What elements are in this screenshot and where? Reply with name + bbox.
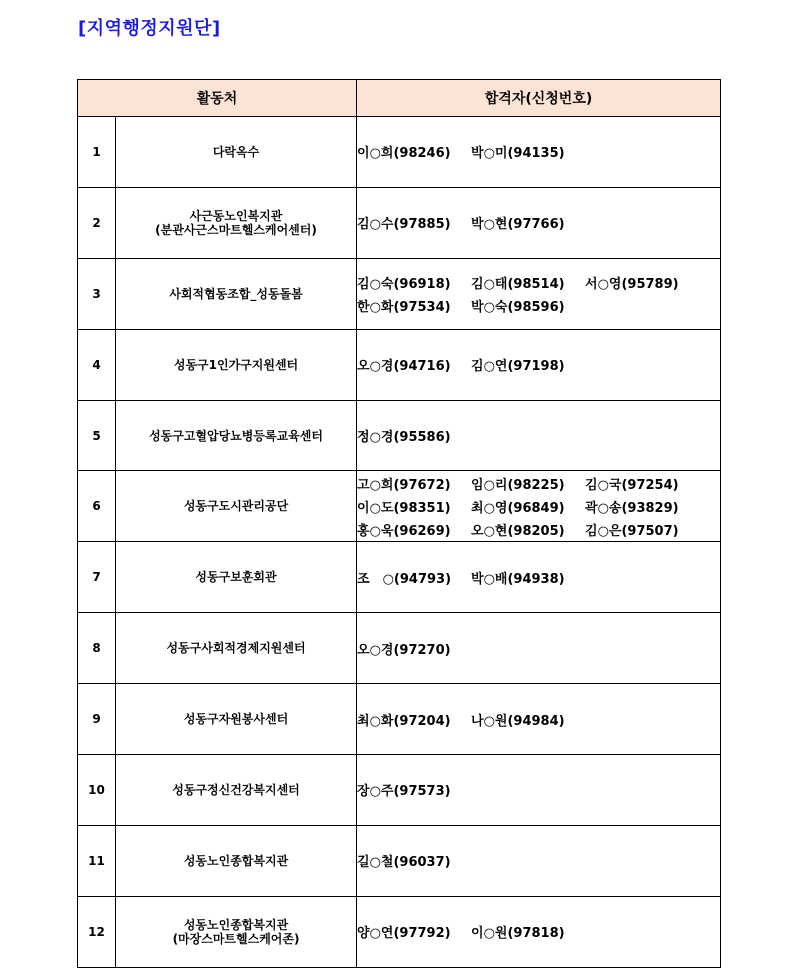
applicants-list bbox=[357, 851, 720, 870]
applicants-cell bbox=[357, 684, 721, 755]
row-number: 6 bbox=[78, 471, 116, 542]
applicant-entry: 오○현(98205) bbox=[471, 523, 565, 539]
applicants-cell bbox=[357, 542, 721, 613]
organization-cell bbox=[116, 896, 357, 967]
applicants-list bbox=[357, 213, 720, 232]
organization-name-line: 성동구자원봉사센터 bbox=[183, 712, 289, 727]
applicant-entry: 박○미(94135) bbox=[471, 146, 565, 162]
applicant-entry: 박○배(94938) bbox=[471, 571, 565, 587]
applicants-list bbox=[357, 355, 720, 374]
applicant-entry: 양○연(97792) bbox=[357, 926, 451, 942]
results-table bbox=[77, 79, 721, 968]
row-number: 3 bbox=[78, 258, 116, 329]
applicants-cell bbox=[357, 400, 721, 471]
organization-cell bbox=[116, 258, 357, 329]
organization-name-line: 다락옥수 bbox=[212, 144, 260, 159]
organization-name-line: (마장스마트헬스케어존) bbox=[172, 931, 300, 946]
organization-name-line: 성동구사회적경제지원센터 bbox=[166, 641, 306, 656]
table-row bbox=[78, 400, 721, 471]
organization-cell bbox=[116, 471, 357, 542]
table-row bbox=[78, 471, 721, 542]
applicant-entry: 이○도(98351) bbox=[357, 500, 451, 516]
applicant-entry: 김○태(98514) bbox=[471, 276, 565, 292]
applicants-list bbox=[357, 568, 720, 587]
applicants-cell bbox=[357, 825, 721, 896]
applicant-entry: 곽○송(93829) bbox=[585, 500, 679, 516]
organization-name-line: 성동구고혈압당뇨병등록교육센터 bbox=[149, 428, 323, 443]
applicant-entry: 오○경(94716) bbox=[357, 359, 451, 375]
applicant-entry: 정○경(95586) bbox=[357, 430, 451, 445]
organization-cell bbox=[116, 684, 357, 755]
applicants-cell bbox=[357, 613, 721, 684]
row-number: 8 bbox=[78, 613, 116, 684]
organization-name-line: 성동구1인가구지원센터 bbox=[173, 357, 299, 372]
applicants-list bbox=[357, 273, 720, 315]
applicant-entry: 장○주(97573) bbox=[357, 784, 451, 800]
row-number: 1 bbox=[78, 117, 116, 188]
organization-name-line: 성동구보훈회관 bbox=[195, 570, 277, 585]
table-header-row bbox=[78, 80, 721, 117]
header-people: 합격자(신청번호) bbox=[357, 80, 721, 117]
organization-name-line: 사회적협동조합_성동돌봄 bbox=[169, 286, 303, 301]
applicants-list bbox=[357, 780, 720, 799]
table-row bbox=[78, 896, 721, 967]
table-row bbox=[78, 542, 721, 613]
table-row bbox=[78, 258, 721, 329]
organization-name-line: 성동구정신건강복지센터 bbox=[172, 782, 300, 797]
organization-cell bbox=[116, 400, 357, 471]
applicants-list bbox=[357, 142, 720, 161]
row-number: 9 bbox=[78, 684, 116, 755]
organization-cell bbox=[116, 542, 357, 613]
row-number: 10 bbox=[78, 755, 116, 826]
table-row bbox=[78, 755, 721, 826]
organization-cell bbox=[116, 755, 357, 826]
organization-name-line: (분관사근스마트헬스케어센터) bbox=[155, 222, 317, 237]
applicants-cell bbox=[357, 117, 721, 188]
applicant-entry: 김○은(97507) bbox=[585, 523, 679, 539]
applicants-list bbox=[357, 710, 720, 729]
row-number: 7 bbox=[78, 542, 116, 613]
header-org: 활동처 bbox=[78, 80, 357, 117]
table-row bbox=[78, 117, 721, 188]
applicant-entry: 이○희(98246) bbox=[357, 146, 451, 162]
applicant-entry: 홍○욱(96269) bbox=[357, 523, 451, 539]
organization-name-line: 사근동노인복지관 bbox=[189, 208, 283, 223]
table-row bbox=[78, 329, 721, 400]
row-number: 2 bbox=[78, 187, 116, 258]
organization-cell bbox=[116, 329, 357, 400]
applicants-cell bbox=[357, 755, 721, 826]
applicants-list bbox=[357, 922, 720, 941]
table-row bbox=[78, 825, 721, 896]
organization-name-line: 성동노인종합복지관 bbox=[183, 853, 289, 868]
applicants-list bbox=[357, 639, 720, 658]
applicant-entry: 조 ○(94793) bbox=[357, 571, 452, 587]
table-row bbox=[78, 187, 721, 258]
row-number: 12 bbox=[78, 896, 116, 967]
table-row bbox=[78, 684, 721, 755]
applicants-cell bbox=[357, 896, 721, 967]
organization-cell bbox=[116, 187, 357, 258]
section-title: [지역행정지원단] bbox=[78, 18, 221, 39]
applicant-entry: 임○리(98225) bbox=[471, 477, 565, 493]
applicant-entry: 김○국(97254) bbox=[585, 477, 679, 493]
applicants-cell bbox=[357, 471, 721, 542]
applicant-entry: 최○영(96849) bbox=[471, 500, 565, 516]
applicant-entry: 박○현(97766) bbox=[471, 217, 565, 233]
row-number: 11 bbox=[78, 825, 116, 896]
organization-name-line: 성동구도시관리공단 bbox=[183, 499, 289, 514]
applicants-cell bbox=[357, 329, 721, 400]
applicants-list bbox=[357, 426, 720, 445]
organization-name-line: 성동노인종합복지관 bbox=[183, 917, 289, 932]
applicant-entry: 나○원(94984) bbox=[471, 713, 565, 729]
applicant-entry: 길○철(96037) bbox=[357, 855, 451, 871]
applicant-entry: 박○숙(98596) bbox=[471, 299, 565, 315]
applicant-entry: 한○화(97534) bbox=[357, 299, 451, 315]
applicants-cell bbox=[357, 187, 721, 258]
applicant-entry: 김○수(97885) bbox=[357, 217, 451, 233]
organization-cell bbox=[116, 613, 357, 684]
organization-cell bbox=[116, 117, 357, 188]
row-number: 5 bbox=[78, 400, 116, 471]
applicant-entry: 오○경(97270) bbox=[357, 642, 451, 658]
row-number: 4 bbox=[78, 329, 116, 400]
applicant-entry: 이○원(97818) bbox=[471, 926, 565, 942]
applicants-cell bbox=[357, 258, 721, 329]
applicant-entry: 고○희(97672) bbox=[357, 477, 451, 493]
applicant-entry: 최○화(97204) bbox=[357, 713, 451, 729]
applicant-entry: 서○영(95789) bbox=[585, 276, 679, 292]
applicant-entry: 김○숙(96918) bbox=[357, 276, 451, 292]
organization-cell bbox=[116, 825, 357, 896]
table-row bbox=[78, 613, 721, 684]
applicants-list bbox=[357, 474, 720, 539]
applicant-entry: 김○연(97198) bbox=[471, 359, 565, 375]
